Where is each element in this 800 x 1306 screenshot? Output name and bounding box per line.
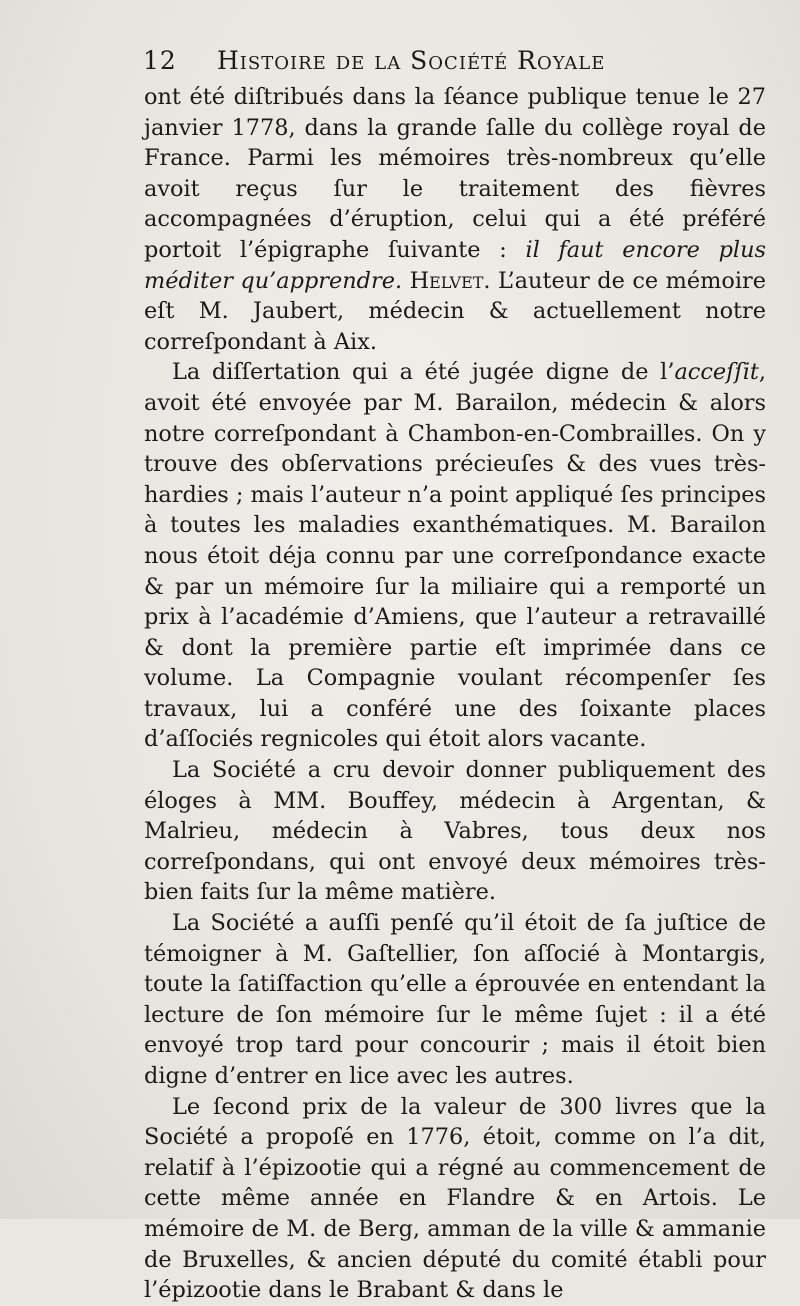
paragraph-4 bbox=[144, 908, 766, 1092]
page-header bbox=[143, 46, 783, 80]
text-segment: La diſſertation qui a été jugée digne de l’ bbox=[172, 359, 675, 386]
text-segment: Le ſecond prix de la valeur de 300 livres que la Société a propoſé en 1776, étoit, comme on l’a dit, relatif à l’épizootie qui a régné au commencement de cette même année en Flandre & en Artois. Le mémoire de M. de Berg, amman de la ville & ammanie de Bruxelles, & ancien député du comité établi pour l’épizootie dans le Brabant & dans le bbox=[144, 1093, 766, 1304]
paragraph-1 bbox=[144, 82, 766, 357]
paragraph-5 bbox=[144, 1092, 766, 1306]
text-segment: La Société a cru devoir donner publiquement des éloges à MM. Bouffey, médecin à Argentan, & Malrieu, médecin à Vabres, tous deux nos correſpondans, qui ont envoyé deux mémoires très-bien faits ſur la même matière. bbox=[144, 757, 766, 906]
running-title: Histoire de la Société Royale bbox=[217, 46, 606, 75]
text-segment: L’auteur de ce mémoire eſt M. Jaubert, médecin & actuellement notre correſpondant à Aix. bbox=[144, 267, 766, 355]
text-segment: ont été diſtribués dans la ſéance publique tenue le 27 janvier 1778, dans la grande ſalle du collège royal de France. Parmi les mémoires très-nombreux qu’elle avoit reçus ſur le traitement des fièvres accompagnées d’éruption, celui qui a été préféré portoit l’épigraphe ſuivante : bbox=[144, 84, 766, 263]
author-abbrev: Helvet. bbox=[409, 267, 491, 294]
paragraph-2 bbox=[144, 357, 766, 755]
italic-term: acceſſit bbox=[674, 359, 759, 386]
text-segment: , avoit été envoyée par M. Barailon, médecin & alors notre correſpondant à Chambon-en-Combrailles. On y trouve des obſervations précieuſes & des vues très-hardies ; mais l’auteur n’a point appliqué ſes principes à toutes les maladies exanthématiques. M. Barailon nous étoit déja connu par une correſpondance exacte & par un mémoire ſur la miliaire qui a remporté un prix à l’académie d’Amiens, que l’auteur a retravaillé & dont la première partie eſt imprimée dans ce volume. La Compagnie voulant récompenſer ſes travaux, lui a conféré une des ſoixante places d’aſſociés regnicoles qui étoit alors vacante. bbox=[144, 359, 766, 753]
epigraph: il faut encore plus méditer qu’apprendre. bbox=[144, 236, 767, 294]
body-text bbox=[144, 82, 766, 1306]
text-segment bbox=[402, 268, 410, 294]
paragraph-3 bbox=[144, 755, 766, 908]
text-segment: La Société a auſſi penſé qu’il étoit de ſa juſtice de témoigner à M. Gaſtellier, ſon aſſocié à Montargis, toute la ſatiſfaction qu’elle a éprouvée en entendant la lecture de ſon mémoire ſur le même ſujet : il a été envoyé trop tard pour concourir ; mais il étoit bien digne d’entrer en lice avec les autres. bbox=[144, 910, 766, 1089]
page-number: 12 bbox=[143, 46, 177, 75]
